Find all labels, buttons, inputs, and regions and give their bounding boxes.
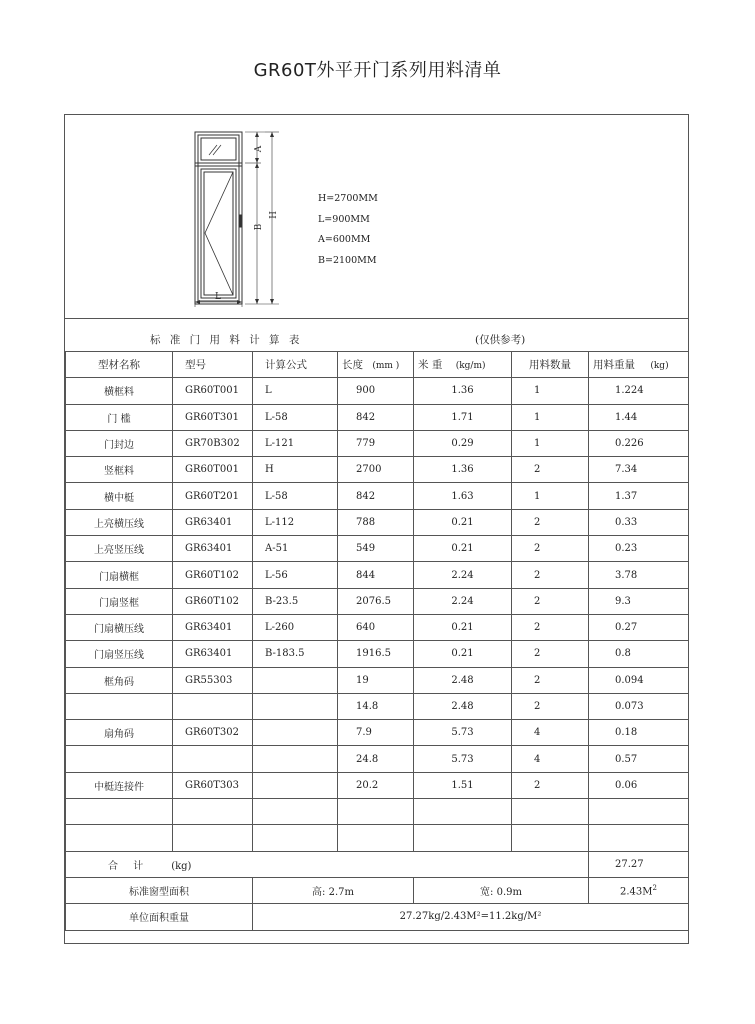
cell-model: GR60T301: [173, 404, 253, 430]
cell-length: 19: [338, 667, 414, 693]
unit-weight-row: [66, 904, 689, 930]
dim-l: L=900MM: [318, 213, 370, 225]
cell-weight-per-m: [414, 825, 512, 851]
cell-formula: A-51: [253, 536, 338, 562]
cell-qty: 2: [512, 693, 589, 719]
cell-qty: 2: [512, 562, 589, 588]
cell-weight-per-m: 5.73: [414, 746, 512, 772]
cell-formula: L-58: [253, 404, 338, 430]
cell-name: 门封边: [66, 430, 173, 456]
total-row: [66, 851, 689, 877]
cell-name: 门扇竖框: [66, 588, 173, 614]
cell-qty: 4: [512, 720, 589, 746]
cell-weight: 1.44: [589, 404, 689, 430]
material-table: [65, 351, 689, 931]
cell-formula: L-121: [253, 430, 338, 456]
cell-weight-per-m: 0.21: [414, 614, 512, 640]
cell-qty: 2: [512, 509, 589, 535]
cell-length: 844: [338, 562, 414, 588]
cell-model: GR60T302: [173, 720, 253, 746]
cell-weight-per-m: [414, 799, 512, 825]
cell-name: 门扇横压线: [66, 614, 173, 640]
cell-weight: 0.33: [589, 509, 689, 535]
cell-model: GR63401: [173, 536, 253, 562]
cell-formula: L-112: [253, 509, 338, 535]
cell-name: 上亮竖压线: [66, 536, 173, 562]
table-row: [66, 378, 689, 404]
cell-length: 2076.5: [338, 588, 414, 614]
cell-qty: 2: [512, 641, 589, 667]
cell-model: GR55303: [173, 667, 253, 693]
cell-weight-per-m: 1.71: [414, 404, 512, 430]
cell-length: [338, 799, 414, 825]
table-row: [66, 588, 689, 614]
cell-length: 24.8: [338, 746, 414, 772]
cell-model: [173, 746, 253, 772]
cell-length: 900: [338, 378, 414, 404]
total-label-cell: [66, 851, 589, 877]
table-caption-right: (仅供参考): [475, 334, 526, 346]
cell-formula: [253, 667, 338, 693]
header-length: 长度 (mm ): [338, 352, 414, 378]
dim-label-a: A: [254, 145, 264, 153]
area-width: 宽: 0.9m: [414, 877, 589, 903]
cell-name: 扇角码: [66, 720, 173, 746]
cell-name: [66, 746, 173, 772]
table-row: [66, 825, 689, 851]
transom-panel: [201, 138, 236, 160]
cell-model: GR60T001: [173, 457, 253, 483]
cell-model: [173, 693, 253, 719]
cell-model: GR70B302: [173, 430, 253, 456]
cell-weight: 0.27: [589, 614, 689, 640]
cell-length: [338, 825, 414, 851]
unit-weight-label: 单位面积重量: [66, 904, 253, 930]
cell-qty: 2: [512, 536, 589, 562]
cell-qty: 1: [512, 404, 589, 430]
dim-a: A=600MM: [318, 234, 371, 245]
cell-name: 框角码: [66, 667, 173, 693]
cell-model: GR63401: [173, 614, 253, 640]
cell-weight-per-m: 1.63: [414, 483, 512, 509]
cell-qty: 2: [512, 457, 589, 483]
cell-length: 779: [338, 430, 414, 456]
dim-label-h: H: [269, 211, 279, 219]
area-row: [66, 877, 689, 903]
cell-model: GR60T303: [173, 772, 253, 798]
cell-weight-per-m: 2.24: [414, 588, 512, 614]
header-name: 型材名称: [66, 352, 173, 378]
cell-model: GR60T102: [173, 588, 253, 614]
cell-weight: [589, 799, 689, 825]
cell-name: [66, 799, 173, 825]
table-header-row: [66, 352, 689, 378]
cell-weight-per-m: 2.48: [414, 693, 512, 719]
table-row: [66, 667, 689, 693]
cell-name: 竖框料: [66, 457, 173, 483]
table-row: [66, 536, 689, 562]
cell-model: GR60T001: [173, 378, 253, 404]
header-model: 型号: [173, 352, 253, 378]
calculation-sheet: [64, 114, 689, 944]
cell-weight-per-m: 1.51: [414, 772, 512, 798]
cell-length: 14.8: [338, 693, 414, 719]
cell-formula: [253, 772, 338, 798]
cell-length: 842: [338, 483, 414, 509]
cell-weight: 0.23: [589, 536, 689, 562]
cell-weight-per-m: 1.36: [414, 457, 512, 483]
cell-formula: [253, 720, 338, 746]
cell-qty: 1: [512, 378, 589, 404]
cell-weight: 0.073: [589, 693, 689, 719]
table-row: [66, 430, 689, 456]
cell-qty: [512, 825, 589, 851]
cell-weight: 1.37: [589, 483, 689, 509]
cell-formula: [253, 799, 338, 825]
cell-model: GR63401: [173, 509, 253, 535]
total-unit: (kg): [171, 860, 192, 872]
cell-weight: 0.57: [589, 746, 689, 772]
header-weight: 用料重量 (kg): [589, 352, 689, 378]
cell-qty: 1: [512, 483, 589, 509]
cell-length: 20.2: [338, 772, 414, 798]
door-handle: [239, 215, 241, 227]
page-title: GR60T外平开门系列用料清单: [253, 60, 502, 81]
table-row: [66, 693, 689, 719]
table-row: [66, 746, 689, 772]
cell-model: GR60T102: [173, 562, 253, 588]
cell-formula: [253, 693, 338, 719]
cell-name: [66, 825, 173, 851]
cell-length: 788: [338, 509, 414, 535]
cell-formula: [253, 825, 338, 851]
cell-name: 门扇竖压线: [66, 641, 173, 667]
cell-weight: 3.78: [589, 562, 689, 588]
cell-length: 1916.5: [338, 641, 414, 667]
opening-direction-mark: [205, 172, 233, 295]
area-label: 标准窗型面积: [66, 877, 253, 903]
cell-formula: L-260: [253, 614, 338, 640]
cell-qty: 1: [512, 430, 589, 456]
door-elevation-drawing: [65, 115, 325, 318]
unit-weight-value: 27.27kg/2.43M²=11.2kg/M²: [253, 904, 689, 930]
cell-weight: 0.094: [589, 667, 689, 693]
header-weight-per-m: 米 重 (kg/m): [414, 352, 512, 378]
door-leaf: [201, 169, 236, 298]
cell-qty: 4: [512, 746, 589, 772]
area-value: $2.43M^2$: [589, 877, 689, 903]
header-formula: 计算公式: [253, 352, 338, 378]
cell-formula: H: [253, 457, 338, 483]
table-row: [66, 614, 689, 640]
cell-length: 7.9: [338, 720, 414, 746]
cell-qty: [512, 799, 589, 825]
cell-formula: [253, 746, 338, 772]
cell-name: 门 槛: [66, 404, 173, 430]
cell-weight: 0.226: [589, 430, 689, 456]
cell-weight-per-m: 0.21: [414, 509, 512, 535]
dim-label-l: L: [215, 292, 221, 302]
table-row: [66, 483, 689, 509]
cell-name: 中梃连接件: [66, 772, 173, 798]
cell-model: [173, 799, 253, 825]
cell-name: 上亮横压线: [66, 509, 173, 535]
table-row: [66, 720, 689, 746]
cell-weight: 0.18: [589, 720, 689, 746]
cell-name: 门扇横框: [66, 562, 173, 588]
dim-h: H=2700MM: [318, 193, 378, 204]
cell-name: [66, 693, 173, 719]
cell-weight: [589, 825, 689, 851]
cell-formula: B-23.5: [253, 588, 338, 614]
cell-weight-per-m: 2.48: [414, 667, 512, 693]
table-row: [66, 457, 689, 483]
cell-formula: B-183.5: [253, 641, 338, 667]
cell-weight-per-m: 5.73: [414, 720, 512, 746]
cell-length: 640: [338, 614, 414, 640]
cell-model: [173, 825, 253, 851]
cell-weight: 0.06: [589, 772, 689, 798]
cell-weight: 1.224: [589, 378, 689, 404]
table-row: [66, 799, 689, 825]
cell-qty: 2: [512, 667, 589, 693]
cell-weight: 7.34: [589, 457, 689, 483]
cell-weight-per-m: 0.21: [414, 641, 512, 667]
cell-name: 横中梃: [66, 483, 173, 509]
door-outer-frame: [195, 132, 242, 304]
cell-weight-per-m: 1.36: [414, 378, 512, 404]
cell-name: 横框料: [66, 378, 173, 404]
cell-weight: 9.3: [589, 588, 689, 614]
cell-formula: L: [253, 378, 338, 404]
cell-model: GR60T201: [173, 483, 253, 509]
table-row: [66, 509, 689, 535]
total-label: 合 计: [108, 860, 150, 872]
cell-formula: L-58: [253, 483, 338, 509]
header-qty: 用料数量: [512, 352, 589, 378]
table-row: [66, 772, 689, 798]
cell-model: GR63401: [173, 641, 253, 667]
cell-weight-per-m: 0.29: [414, 430, 512, 456]
cell-length: 2700: [338, 457, 414, 483]
cell-qty: 2: [512, 588, 589, 614]
cell-qty: 2: [512, 614, 589, 640]
table-caption-left: 标 准 门 用 料 计 算 表: [150, 334, 303, 346]
area-height: 高: 2.7m: [253, 877, 414, 903]
cell-length: 549: [338, 536, 414, 562]
dimension-list: [318, 189, 378, 271]
total-value: 27.27: [589, 851, 689, 877]
dim-label-b: B: [254, 223, 264, 231]
cell-weight-per-m: 0.21: [414, 536, 512, 562]
door-diagram-area: [65, 115, 688, 319]
table-row: [66, 404, 689, 430]
cell-qty: 2: [512, 772, 589, 798]
table-row: [66, 641, 689, 667]
table-caption: [65, 323, 688, 349]
cell-length: 842: [338, 404, 414, 430]
table-row: [66, 562, 689, 588]
cell-weight-per-m: 2.24: [414, 562, 512, 588]
cell-formula: L-56: [253, 562, 338, 588]
dim-b: B=2100MM: [318, 254, 377, 266]
cell-weight: 0.8: [589, 641, 689, 667]
